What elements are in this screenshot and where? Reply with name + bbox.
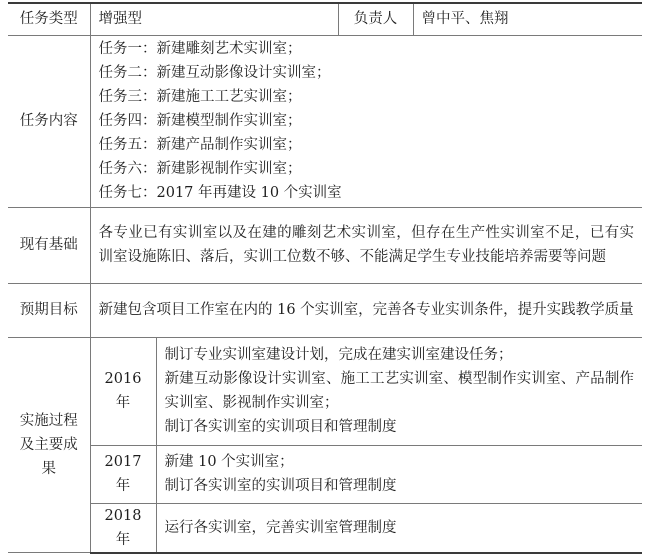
process-line: 制订各实训室的实训项目和管理制度: [164, 419, 397, 435]
goal-text: 新建包含项目工作室在内的 16 个实训室，完善各专业实训条件，提升实践教学质量: [90, 283, 642, 337]
row-process-2018: [8, 503, 642, 553]
process-year: 2017 年: [90, 445, 156, 503]
row-expected-goal: [8, 283, 642, 337]
basis-label: 现有基础: [8, 207, 90, 283]
process-line: 制订专业实训室建设计划，完成在建实训室建设任务；: [164, 347, 513, 363]
task-type-label: 任务类型: [8, 3, 90, 35]
row-process-2016: [8, 337, 642, 445]
process-line: 运行各实训室，完善实训室管理制度: [164, 519, 397, 536]
row-task-type: [8, 3, 642, 35]
task-item: 任务四：新建模型制作实训室；: [98, 113, 302, 129]
task-item: 任务三：新建施工工艺实训室；: [98, 89, 302, 105]
basis-text: 各专业已有实训室以及在建的雕刻艺术实训室，但存在生产性实训室不足，已有实训室设施陈旧、落后，实训工位数不够、不能满足学生专业技能培养需要等问题: [90, 207, 642, 283]
task-item: 任务一：新建雕刻艺术实训室；: [98, 41, 302, 57]
row-process-2017: [8, 445, 642, 503]
process-year: 2018 年: [90, 503, 156, 553]
process-year-content: [156, 503, 642, 553]
process-year-content: [156, 337, 642, 445]
task-item: 任务五：新建产品制作实训室；: [98, 137, 302, 153]
task-table: [8, 2, 642, 554]
process-year-content: [156, 445, 642, 503]
process-line: 新建 10 个实训室；: [164, 454, 294, 470]
process-line: 制订各实训室的实训项目和管理制度: [164, 478, 397, 494]
goal-label: 预期目标: [8, 283, 90, 337]
task-item: 任务六：新建影视制作实训室；: [98, 161, 302, 177]
row-existing-basis: [8, 207, 642, 283]
task-type-value: 增强型: [90, 3, 338, 35]
task-item: 任务七：2017 年再建设 10 个实训室: [98, 185, 342, 201]
owner-value: 曾中平、焦翔: [413, 3, 642, 35]
process-line: 新建互动影像设计实训室、施工工艺实训室、模型制作实训室、产品制作实训室、影视制作实训室；: [164, 371, 634, 411]
process-label: 实施过程及主要成果: [8, 337, 90, 553]
row-task-content: [8, 35, 642, 207]
task-content-list: [90, 35, 642, 207]
process-year: 2016 年: [90, 337, 156, 445]
task-item: 任务二：新建互动影像设计实训室；: [98, 65, 331, 81]
task-content-label: 任务内容: [8, 35, 90, 207]
owner-label: 负责人: [338, 3, 413, 35]
